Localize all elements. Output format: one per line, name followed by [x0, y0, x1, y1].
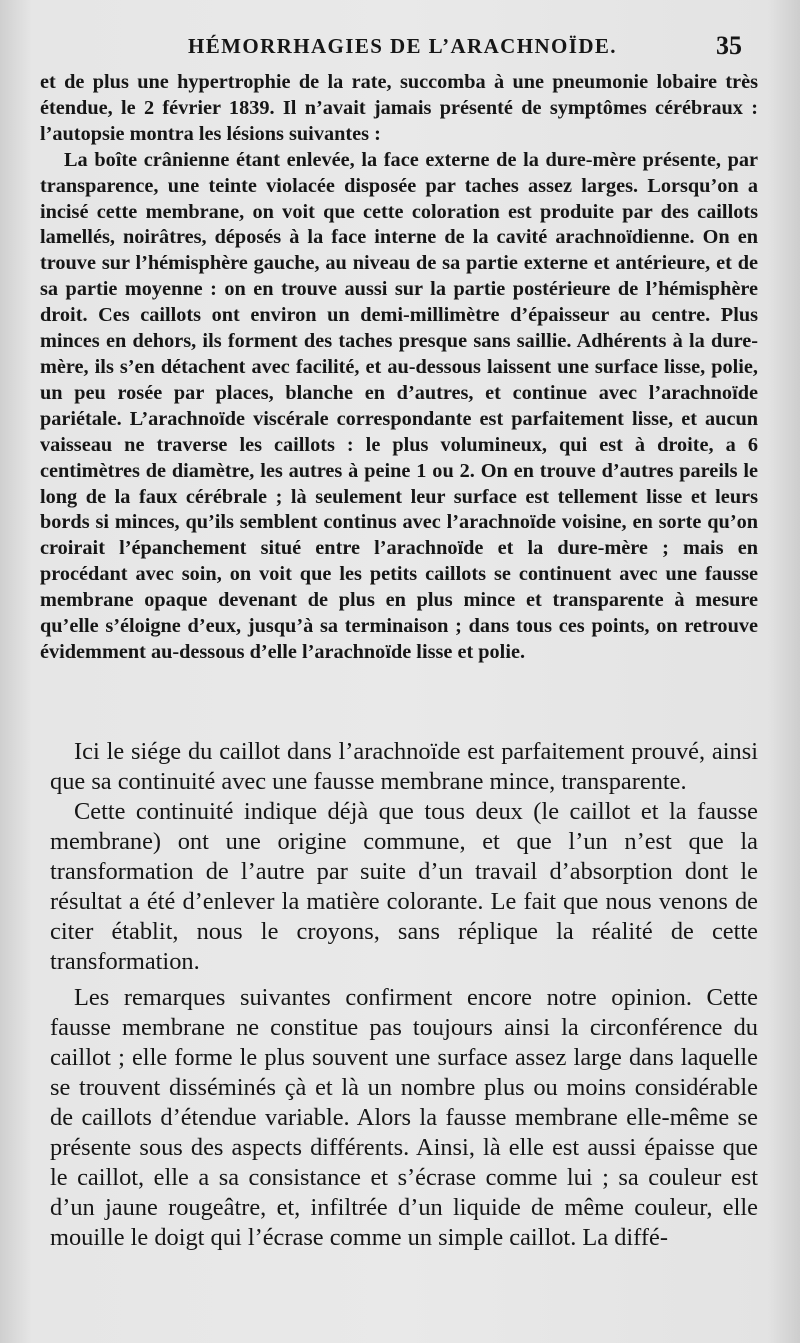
running-title: HÉMORRHAGIES DE L’ARACHNOÏDE. — [188, 34, 617, 58]
running-head — [0, 31, 800, 64]
observation-block — [40, 70, 758, 666]
commentary-paragraph-3: Les remarques suivantes confirment encore notre opinion. Cette fausse membrane ne constitue pas toujours ainsi la circonférence du caillot ; elle forme le plus souvent une surface assez large dans laquelle se trouvent disséminés çà et là un nombre plus ou moins considérable de caillots d’étendue variable. Alors la fausse membrane elle-même se présente sous des aspects différents. Ainsi, là elle est aussi épaisse que le caillot, elle a sa consistance et s’écrase comme lui ; sa couleur est d’un jaune rougeâtre, et, infiltrée d’un liquide de même couleur, elle mouille le doigt qui l’écrase comme un simple caillot. La diffé- — [50, 984, 758, 1251]
page-number: 35 — [716, 31, 742, 60]
commentary-paragraph-1: Ici le siége du caillot dans l’arachnoïde est parfaitement prouvé, ainsi que sa continuité avec une fausse membrane mince, transparente. — [50, 738, 758, 795]
observation-paragraph-2: La boîte crânienne étant enlevée, la face externe de la dure-mère présente, par transparence, une teinte violacée disposée par taches assez larges. Lorsqu’on a incisé cette membrane, on voit que cette coloration est produite par des caillots lamellés, noirâtres, déposés à la face interne de la cavité arachnoïdienne. On en trouve sur l’hémisphère gauche, au niveau de sa partie externe et antérieure, et de sa partie moyenne : on en trouve aussi sur la partie postérieure de l’hémisphère droit. Ces caillots ont environ un demi-millimètre d’épaisseur au centre. Plus minces en dehors, ils forment des taches presque sans saillie. Adhérents à la dure-mère, ils s’en détachent avec facilité, et au-dessous laissent une surface lisse, polie, un peu rosée par places, blanche en d’autres, et continue avec l’arachnoïde pariétale. L’arachnoïde viscérale correspondante est parfaitement lisse, et aucun vaisseau ne traverse les caillots : le plus volumineux, qui est à droite, a 6 centimètres de diamètre, les autres à peine 1 ou 2. On en trouve d’autres pareils le long de la faux cérébrale ; là seulement leur surface est tellement lisse et leurs bords si minces, qu’ils semblent continus avec l’arachnoïde voisine, en sorte qu’on croirait l’épanchement situé entre l’arachnoïde et la dure-mère ; mais en procédant avec soin, on voit que les petits caillots se continuent avec une fausse membrane opaque devenant de plus en plus mince et transparente à mesure qu’elle s’éloigne d’eux, jusqu’à sa terminaison ; dans tous ces points, on retrouve évidemment au-dessous d’elle l’arachnoïde lisse et polie. — [40, 148, 758, 663]
commentary-block — [50, 737, 758, 1253]
observation-paragraph-1: et de plus une hypertrophie de la rate, succomba à une pneumonie lobaire très étendue, le 2 février 1839. Il n’avait jamais présenté de symptômes cérébraux : l’autopsie montra les lésions suivantes : — [40, 71, 758, 145]
commentary-paragraph-2: Cette continuité indique déjà que tous deux (le caillot et la fausse membrane) ont une origine commune, et que l’un n’est que la transformation de l’autre par suite d’un travail d’absorption dont le résultat a été d’enlever la matière colorante. Le fait que nous venons de citer établit, nous le croyons, sans réplique la réalité de cette transformation. — [50, 798, 758, 975]
